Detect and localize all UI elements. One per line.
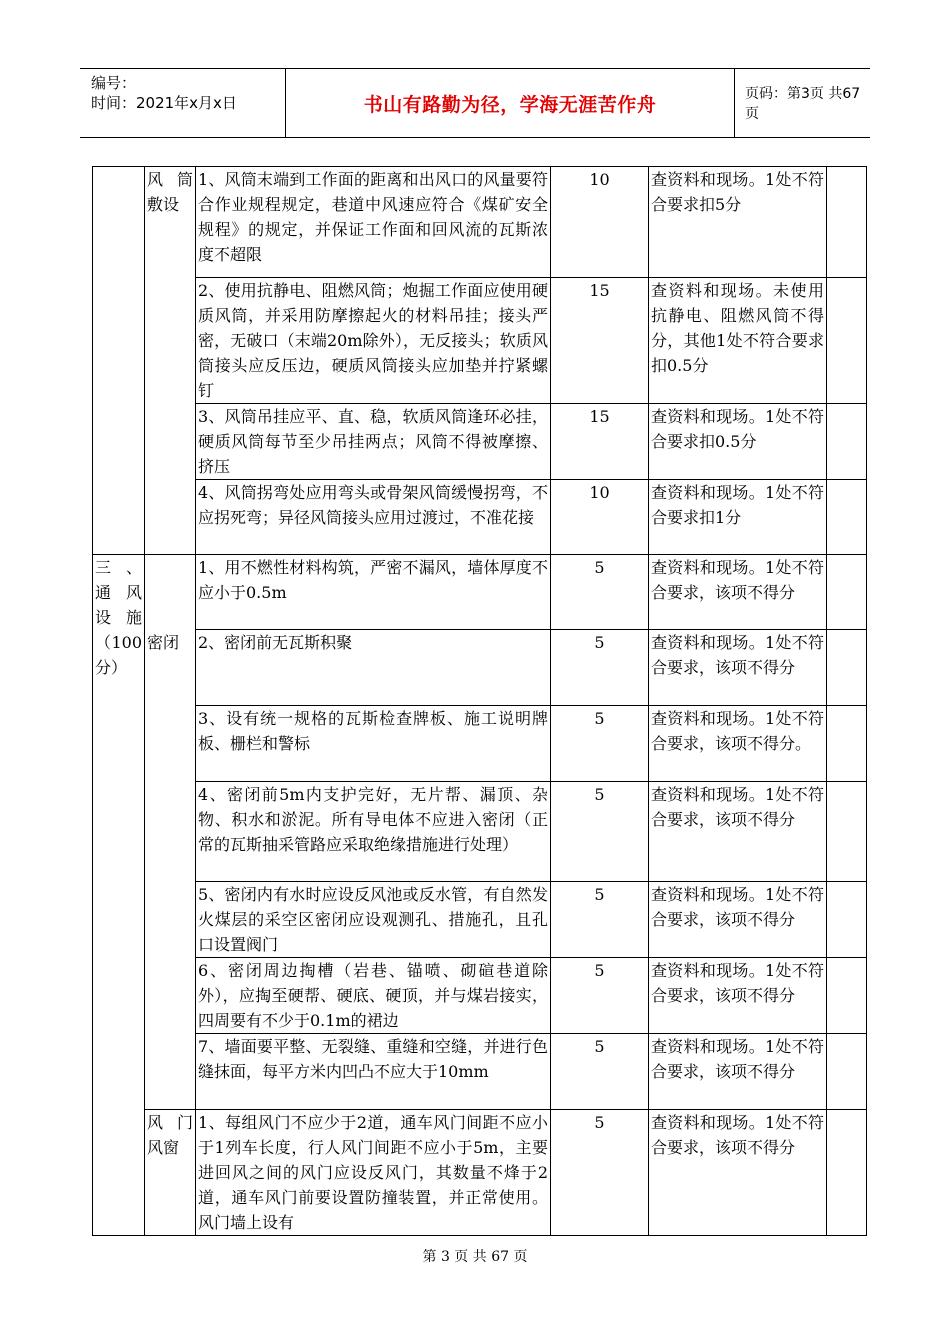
table-row	[93, 480, 867, 555]
item-score: 5	[551, 1034, 649, 1110]
item-content: 5、密闭内有水时应设反风池或反水管，有自然发火煤层的采空区密闭应设观测孔、措施孔，且孔口设置阀门	[196, 882, 551, 958]
item-remark	[827, 480, 867, 555]
item-method: 查资料和现场。1处不符合要求扣1分	[649, 480, 827, 555]
item-method: 查资料和现场。1处不符合要求，该项不得分	[649, 782, 827, 882]
inspection-table	[92, 166, 867, 1236]
table-row	[93, 555, 867, 630]
item-remark	[827, 167, 867, 278]
item-remark	[827, 882, 867, 958]
item-score: 5	[551, 882, 649, 958]
item-score: 15	[551, 404, 649, 480]
category-duct: 风筒敷设	[145, 167, 196, 555]
document-date-label: 时间：2021年x月x日	[91, 94, 237, 112]
item-method: 查资料和现场。1处不符合要求，该项不得分	[649, 1034, 827, 1110]
item-content: 1、风筒末端到工作面的距离和出风口的风量要符合作业规程规定，巷道中风速应符合《煤矿安全规程》的规定，并保证工作面和回风流的瓦斯浓度不超限	[196, 167, 551, 278]
item-score: 5	[551, 958, 649, 1034]
item-method: 查资料和现场。1处不符合要求，该项不得分。	[649, 706, 827, 782]
item-remark	[827, 958, 867, 1034]
item-method: 查资料和现场。1处不符合要求，该项不得分	[649, 630, 827, 706]
table-row	[93, 1034, 867, 1110]
header-page-number: 页码：第3页 共67页	[745, 86, 861, 122]
item-remark	[827, 555, 867, 630]
item-score: 5	[551, 706, 649, 782]
table-row	[93, 167, 867, 278]
item-content: 3、设有统一规格的瓦斯检查牌板、施工说明牌板、栅栏和警标	[196, 706, 551, 782]
header-meta	[80, 69, 285, 137]
item-score: 5	[551, 630, 649, 706]
item-content: 2、密闭前无瓦斯积聚	[196, 630, 551, 706]
item-remark	[827, 630, 867, 706]
page-header	[80, 68, 870, 138]
category-seal: 密闭	[145, 630, 196, 1110]
table-row	[93, 278, 867, 404]
item-remark	[827, 1034, 867, 1110]
header-motto-cell	[285, 69, 735, 137]
item-remark	[827, 278, 867, 404]
item-score: 5	[551, 555, 649, 630]
table-row	[93, 706, 867, 782]
item-remark	[827, 404, 867, 480]
item-method: 查资料和现场。1处不符合要求，该项不得分	[649, 555, 827, 630]
item-method: 查资料和现场。1处不符合要求扣0.5分	[649, 404, 827, 480]
category-door: 风门风窗	[145, 1110, 196, 1236]
item-content: 2、使用抗静电、阻燃风筒；炮掘工作面应使用硬质风筒，并采用防摩擦起火的材料吊挂；接头严密，无破口（末端20m除外），无反接头；软质风筒接头应反压边，硬质风筒接头应加垫并拧紧螺钉	[196, 278, 551, 404]
item-content: 6、密闭周边掏槽（岩巷、锚喷、砌碹巷道除外），应掏至硬帮、硬底、硬顶，并与煤岩接实，四周要有不少于0.1m的裙边	[196, 958, 551, 1034]
item-score: 5	[551, 1110, 649, 1236]
item-method: 查资料和现场。1处不符合要求扣5分	[649, 167, 827, 278]
table-row	[93, 404, 867, 480]
page-footer: 第 3 页 共 67 页	[422, 1249, 528, 1265]
item-score: 15	[551, 278, 649, 404]
item-content: 1、用不燃性材料构筑，严密不漏风，墙体厚度不应小于0.5m	[196, 555, 551, 630]
item-content: 3、风筒吊挂应平、直、稳，软质风筒逢环必挂，硬质风筒每节至少吊挂两点；风筒不得被摩擦、挤压	[196, 404, 551, 480]
item-content: 4、风筒拐弯处应用弯头或骨架风筒缓慢拐弯，不应拐死弯；异径风筒接头应用过渡过，不准花接	[196, 480, 551, 555]
item-score: 10	[551, 167, 649, 278]
table-row	[93, 1110, 867, 1236]
item-method: 查资料和现场。未使用抗静电、阻燃风筒不得分，其他1处不符合要求扣0.5分	[649, 278, 827, 404]
item-score: 10	[551, 480, 649, 555]
item-content: 7、墙面要平整、无裂缝、重缝和空缝，并进行色缝抹面，每平方米内凹凸不应大于10mm	[196, 1034, 551, 1110]
item-remark	[827, 706, 867, 782]
document-number-label: 编号：	[91, 74, 137, 92]
item-remark	[827, 782, 867, 882]
item-content: 4、密闭前5m内支护完好，无片帮、漏顶、杂物、积水和淤泥。所有导电体不应进入密闭（正常的瓦斯抽采管路应采取绝缘措施进行处理）	[196, 782, 551, 882]
table-row	[93, 882, 867, 958]
category-blank	[145, 555, 196, 630]
section-cell-blank	[93, 167, 145, 555]
table-row	[93, 630, 867, 706]
item-remark	[827, 1110, 867, 1236]
section-ventilation-facilities: 三、通风设施（100分）	[93, 555, 145, 1236]
item-method: 查资料和现场。1处不符合要求，该项不得分	[649, 1110, 827, 1236]
item-method: 查资料和现场。1处不符合要求，该项不得分	[649, 882, 827, 958]
table-row	[93, 958, 867, 1034]
motto-text: 书山有路勤为径，学海无涯苦作舟	[363, 93, 657, 116]
table-row	[93, 782, 867, 882]
item-content: 1、每组风门不应少于2道，通车风门间距不应小于1列车长度，行人风门间距不应小于5m，主要进回风之间的风门应设反风门，其数量不烽于2道，通车风门前要设置防撞装置，并正常使用。风门墙上设有	[196, 1110, 551, 1236]
item-score: 5	[551, 782, 649, 882]
item-method: 查资料和现场。1处不符合要求，该项不得分	[649, 958, 827, 1034]
